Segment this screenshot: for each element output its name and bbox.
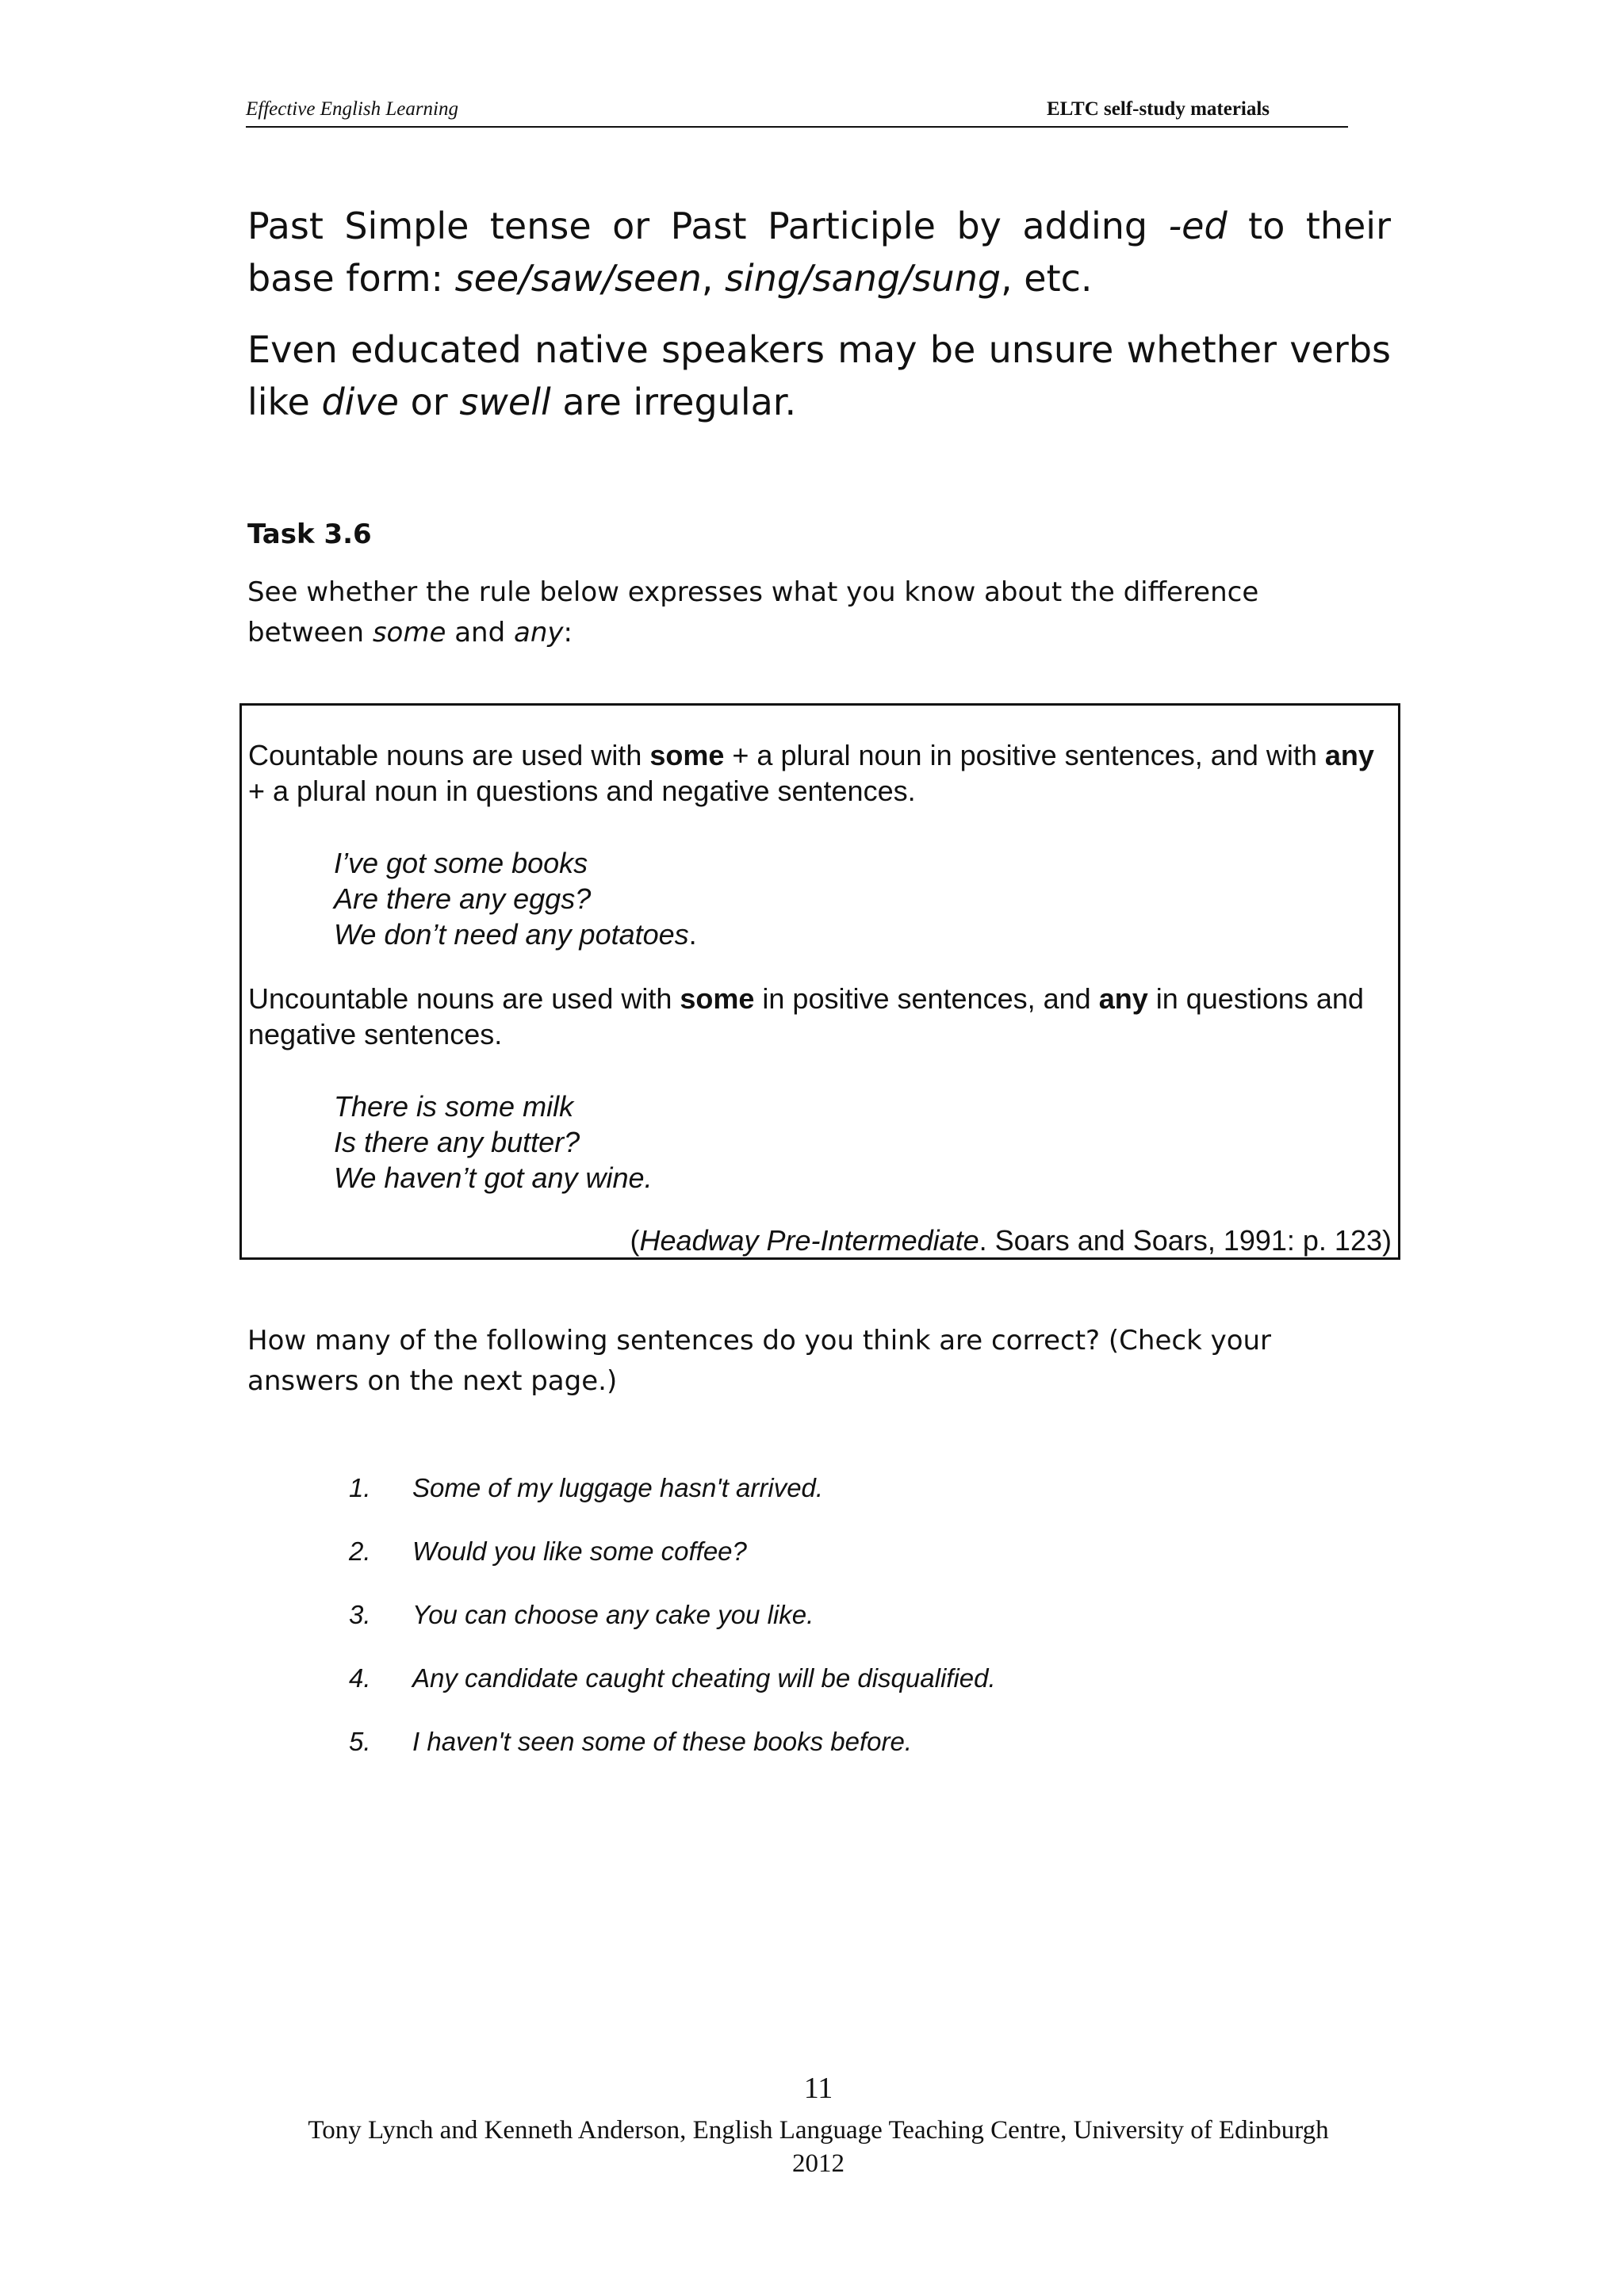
footer-credit (0, 2114, 1624, 2180)
footer-authors: Tony Lynch and Kenneth Anderson, English Language Teaching Centre, University of Edinburgh (308, 2116, 1329, 2145)
task-instructions (247, 572, 1358, 653)
text-run: and (446, 617, 514, 649)
item-sentence: You can choose any cake you like. (412, 1600, 814, 1629)
text-run: , etc. (1001, 257, 1093, 300)
example-line: We haven’t got any wine. (334, 1161, 653, 1194)
text-run: . Soars and Soars, 1991: p. 123) (979, 1224, 1392, 1257)
text-run: some (649, 739, 725, 771)
example-line: There is some milk (334, 1090, 574, 1123)
header-series: ELTC self-study materials (1047, 98, 1270, 120)
example-line: I’ve got some books (334, 847, 588, 879)
item-number: 2. (349, 1536, 371, 1566)
text-run: Uncountable nouns are used with (248, 982, 680, 1015)
uncountable-rule (248, 981, 1390, 1052)
text-run: Headway Pre-Intermediate (639, 1224, 979, 1257)
uncountable-examples (334, 1089, 653, 1196)
text-run: -ed (1168, 205, 1228, 247)
text-run: some (372, 617, 446, 649)
task-heading: Task 3.6 (247, 519, 372, 550)
example-line: Is there any butter? (334, 1126, 580, 1158)
example-line: We don’t need any potatoes. (334, 918, 697, 951)
text-run: + a plural noun in questions and negative sentences. (248, 775, 916, 807)
text-run: or (399, 381, 460, 423)
example-text: We don’t need any potatoes (334, 918, 689, 951)
text-run: ( (630, 1224, 640, 1257)
footer-year: 2012 (792, 2149, 845, 2178)
header-title: Effective English Learning (246, 98, 459, 120)
grammar-rule-box (239, 703, 1400, 1260)
text-run: Past Simple tense or Past Participle by adding (247, 205, 1169, 247)
text-run: : (563, 617, 573, 649)
text-run: Countable nouns are used with (248, 739, 650, 771)
text-run: some (680, 982, 755, 1015)
text-run: to their base form: (247, 205, 1392, 300)
item-sentence: Some of my luggage hasn't arrived. (412, 1473, 824, 1502)
text-run: swell (459, 381, 551, 423)
item-sentence: Would you like some coffee? (412, 1536, 747, 1566)
text-run: are irregular. (550, 381, 797, 423)
item-number: 4. (349, 1663, 371, 1693)
text-run: see/saw/seen (454, 257, 702, 300)
text-run: in positive sentences, and (754, 982, 1099, 1015)
page-number: 11 (803, 2072, 833, 2105)
item-sentence: Any candidate caught cheating will be disqualified. (412, 1663, 996, 1693)
text-run: + a plural noun in positive sentences, and with (724, 739, 1325, 771)
item-number: 1. (349, 1473, 371, 1502)
source-citation (630, 1224, 1392, 1257)
item-sentence: I haven't seen some of these books before. (412, 1727, 913, 1756)
header-rule (246, 126, 1348, 128)
countable-examples (334, 845, 697, 952)
item-number: 3. (349, 1600, 371, 1629)
text-run: any (1324, 739, 1374, 771)
text-run: Even educated native speakers may be unsure whether verbs like (247, 328, 1391, 423)
task-question: How many of the following sentences do you think are correct? (Check your answers on the next page.) (247, 1325, 1272, 1397)
countable-rule (248, 737, 1390, 809)
example-line: Are there any eggs? (334, 882, 592, 915)
text-run: See whether the rule below expresses what you know about the difference between (247, 576, 1259, 649)
text-run: any (1098, 982, 1148, 1015)
text-run: in questions and negative sentences. (248, 982, 1364, 1050)
text-run: , (701, 257, 725, 300)
text-run: dive (321, 381, 399, 423)
item-number: 5. (349, 1727, 371, 1756)
text-run: any (514, 617, 564, 649)
intro-paragraph-2 (247, 323, 1391, 428)
intro-paragraph-1 (247, 200, 1391, 304)
text-run: sing/sang/sung (724, 257, 1002, 300)
